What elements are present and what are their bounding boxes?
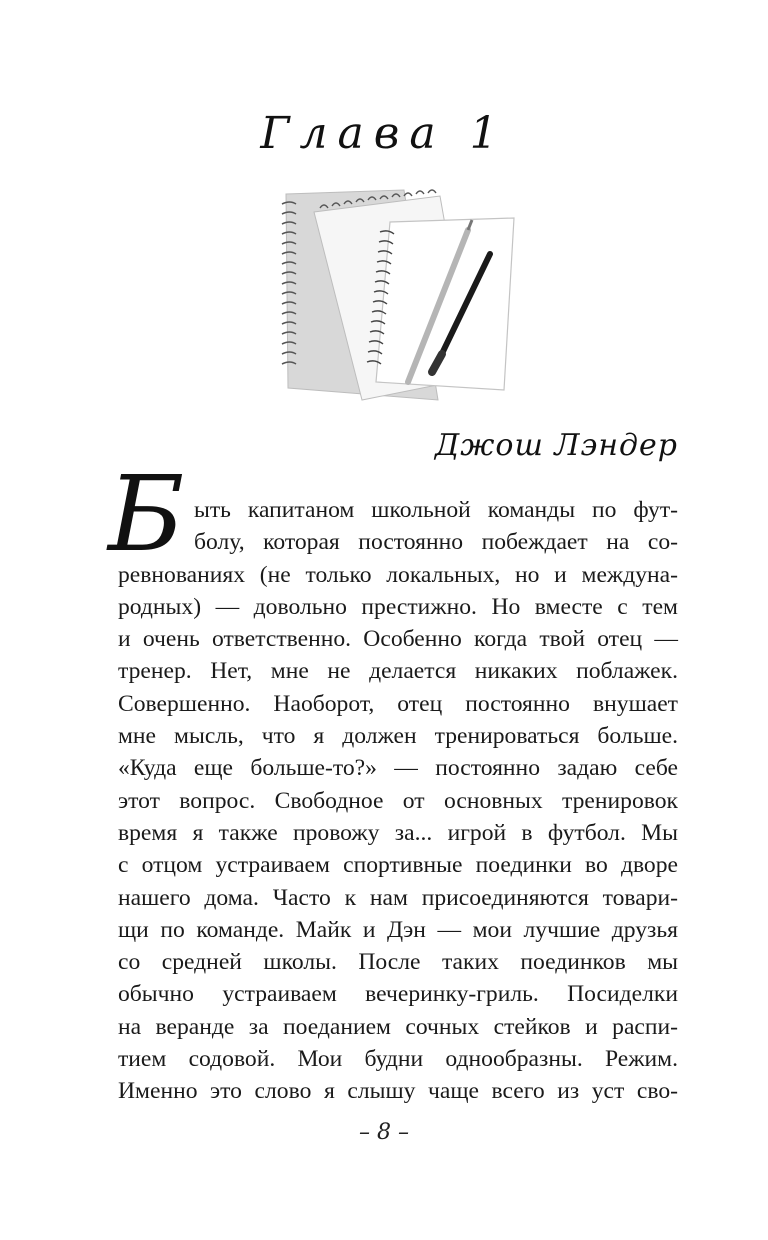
text-line: время я также провожу за... игрой в футбол. Мы <box>118 819 678 846</box>
body-text <box>118 494 678 1108</box>
text-line: болу, которая постоянно побеждает на со- <box>194 529 678 556</box>
text-line: Именно это слово я слышу чаще всего из уст сво- <box>118 1078 678 1105</box>
text-line: и очень ответственно. Особенно когда твой отец — <box>118 626 678 653</box>
text-line: ыть капитаном школьной команды по фут- <box>194 497 678 523</box>
text-line: щи по команде. Майк и Дэн — мои лучшие друзья <box>118 916 678 943</box>
text-line: «Куда еще больше-то?» — постоянно задаю себе <box>118 755 678 782</box>
text-line: с отцом устраиваем спортивные поединки во дворе <box>118 852 678 879</box>
text-line: со средней школы. После таких поединков мы <box>118 949 678 976</box>
text-line: нашего дома. Часто к нам присоединяются товари- <box>118 884 678 911</box>
text-line: на веранде за поеданием сочных стейков и распи- <box>118 1013 678 1040</box>
chapter-title: Глава 1 <box>260 108 508 159</box>
text-line: тием содовой. Мои будни однообразны. Режим. <box>118 1046 678 1073</box>
notebooks-pencil-illustration <box>272 182 520 408</box>
text-line: этот вопрос. Свободное от основных тренировок <box>118 787 678 814</box>
text-line: обычно устраиваем вечеринку-гриль. Посиделки <box>118 981 678 1008</box>
author-name: Джош Лэндер <box>434 428 678 463</box>
text-line: Совершенно. Наоборот, отец постоянно внушает <box>118 690 678 717</box>
page-number: – 8 – <box>359 1120 409 1145</box>
text-line: родных) — довольно престижно. Но вместе с тем <box>118 593 678 620</box>
text-line: тренер. Нет, мне не делается никаких поблажек. <box>118 658 678 685</box>
text-line: ревнованиях (не только локальных, но и междуна- <box>118 561 678 588</box>
text-line: мне мысль, что я должен тренироваться больше. <box>118 723 678 750</box>
drop-cap: Б <box>108 453 185 575</box>
